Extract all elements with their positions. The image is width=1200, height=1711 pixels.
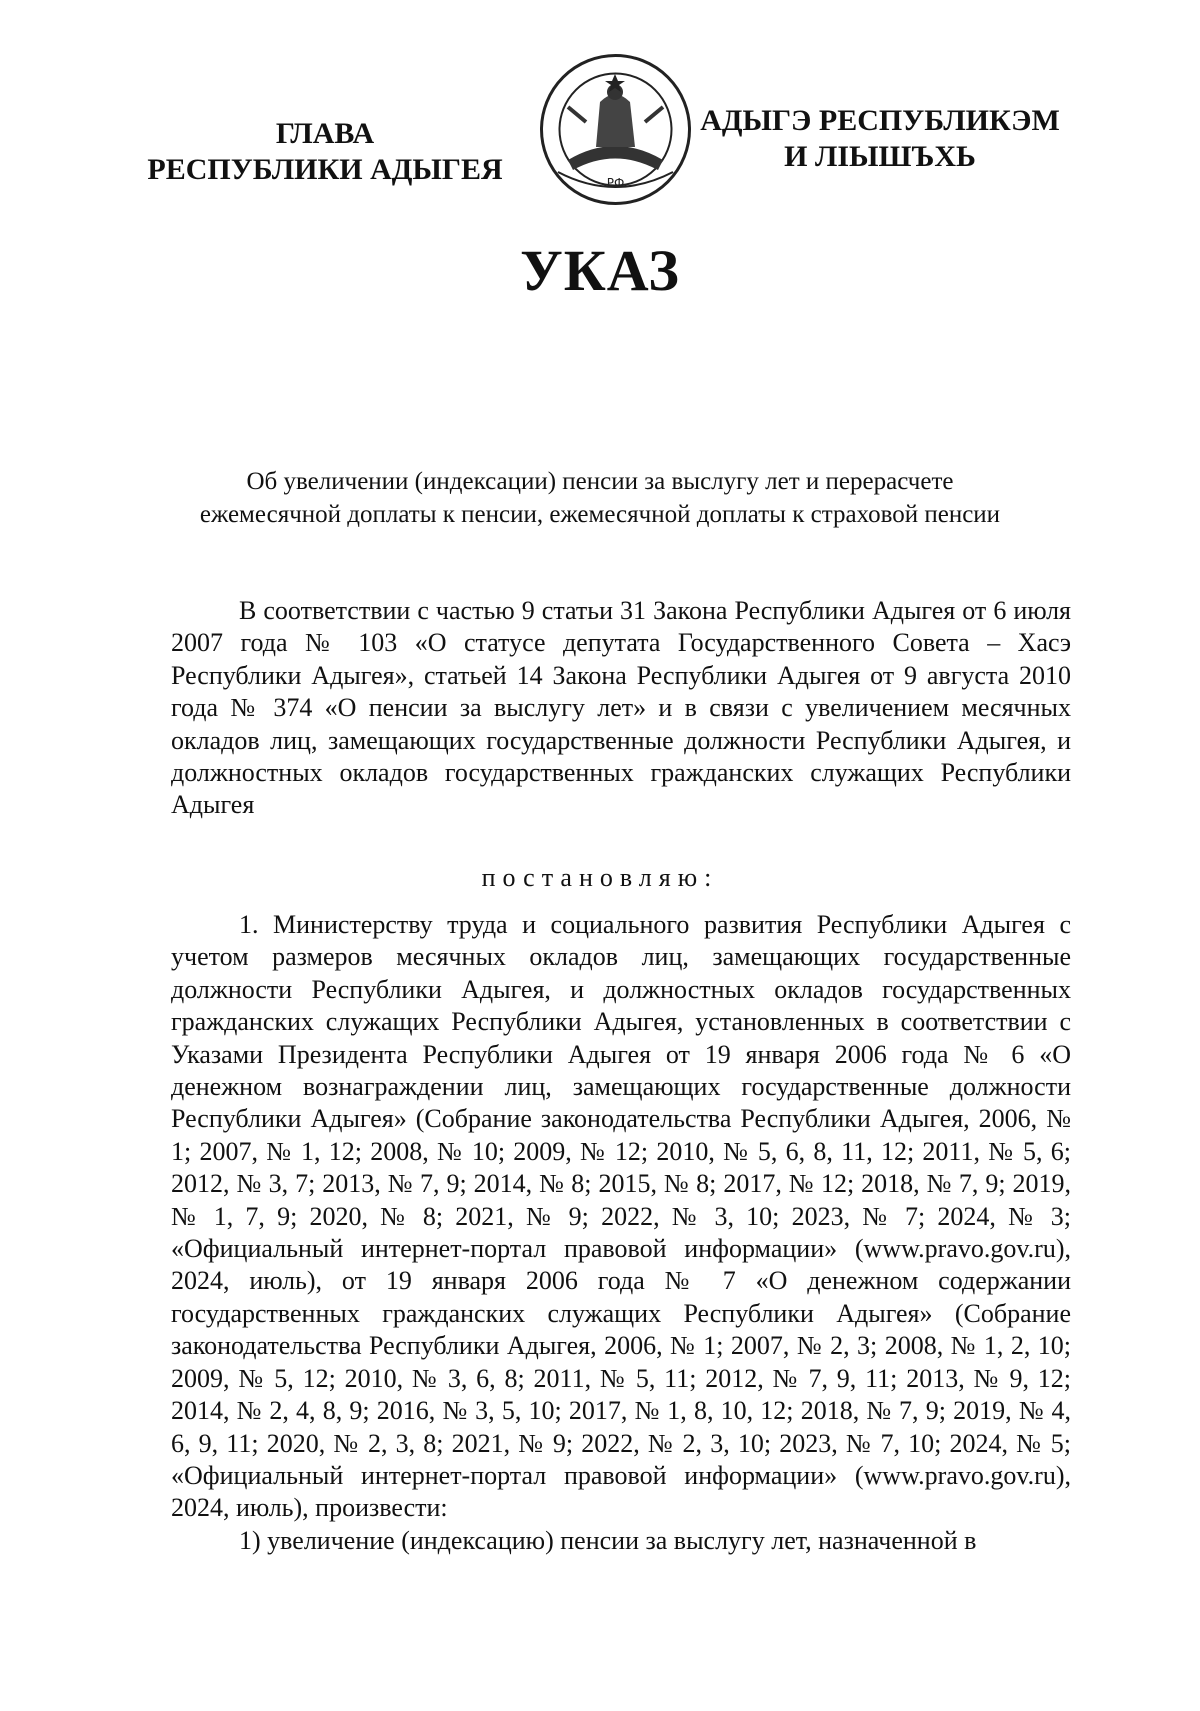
- coat-of-arms-emblem: [538, 52, 693, 207]
- subject-line-2: ежемесячной доплаты к пенсии, ежемесячной доплаты к страховой пенсии: [199, 501, 1001, 528]
- issuer-line-2: РЕСПУБЛИКИ АДЫГЕЯ: [147, 153, 503, 186]
- subject-line-1: Об увеличении (индексации) пенсии за выслугу лет и перерасчете: [246, 468, 954, 495]
- issuer-adyghe-line-2: И ЛІЫШЪХЬ: [784, 140, 976, 173]
- decree-word: постановляю:: [481, 863, 719, 892]
- item-1-paragraph: 1. Министерству труда и социального развития Республики Адыгея с учетом размеров месячных окладов лиц, замещающих государственные должности Республики Адыгея, и должностных окладов государственных гражданских служащих Республики Адыгея, установленных в соответствии с Указами Президента Республики Адыгея от 19 января 2006 года № 6 «О денежном вознаграждении лиц, замещающих государственные должности Республики Адыгея» (Собрание законодательства Республики Адыгея, 2006, № 1; 2007, № 1, 12; 2008, № 10; 2009, № 12; 2010, № 5, 6, 8, 11, 12; 2011, № 5, 6; 2012, № 3, 7; 2013, № 7, 9; 2014, № 8; 2015, № 8; 2017, № 12; 2018, № 7, 9; 2019, № 1, 7, 9; 2020, № 8; 2021, № 9; 2022, № 3, 10; 2023, № 7; 2024, № 3; «Официальный интернет-портал правовой информации» (www.pravo.gov.ru), 2024, июль), от 19 января 2006 года № 7 «О денежном содержании государственных гражданских служащих Республики Адыгея» (Собрание законодательства Республики Адыгея, 2006, № 1; 2007, № 2, 3; 2008, № 1, 2, 10; 2009, № 5, 12; 2010, № 3, 6, 8; 2011, № 5, 11; 2012, № 7, 9, 11; 2013, № 9, 12; 2014, № 2, 4, 8, 9; 2016, № 3, 5, 10; 2017, № 1, 8, 10, 12; 2018, № 7, 9; 2019, № 4, 6, 9, 11; 2020, № 2, 3, 8; 2021, № 9; 2022, № 2, 3, 10; 2023, № 7, 10; 2024, № 5; «Официальный интернет-портал правовой информации» (www.pravo.gov.ru), 2024, июль), произвести:: [171, 910, 1071, 1523]
- issuer-russian: [140, 116, 510, 188]
- issuer-adyghe: [695, 103, 1065, 175]
- preamble-paragraph: В соответствии с частью 9 статьи 31 Закона Республики Адыгея от 6 июля 2007 года № 103 «О статусе депутата Государственного Совета – Хасэ Республики Адыгея», статьей 14 Закона Республики Адыгея от 9 августа 2010 года № 374 «О пенсии за выслугу лет» и в связи с увеличением месячных окладов лиц, замещающих государственные должности Республики Адыгея, и должностных окладов государственных гражданских служащих Республики Адыгея: [171, 596, 1071, 820]
- issuer-line-1: ГЛАВА: [275, 117, 375, 150]
- preamble-section: [171, 595, 1071, 822]
- issuer-adyghe-line-1: АДЫГЭ РЕСПУБЛИКЭМ: [700, 104, 1060, 137]
- document-subject: [120, 465, 1080, 531]
- document-title: УКАЗ: [520, 238, 680, 303]
- item-1-1-paragraph: 1) увеличение (индексацию) пенсии за выслугу лет, назначенной в: [239, 1525, 977, 1555]
- svg-text:РФ: РФ: [606, 176, 625, 190]
- operative-section: [171, 909, 1071, 1557]
